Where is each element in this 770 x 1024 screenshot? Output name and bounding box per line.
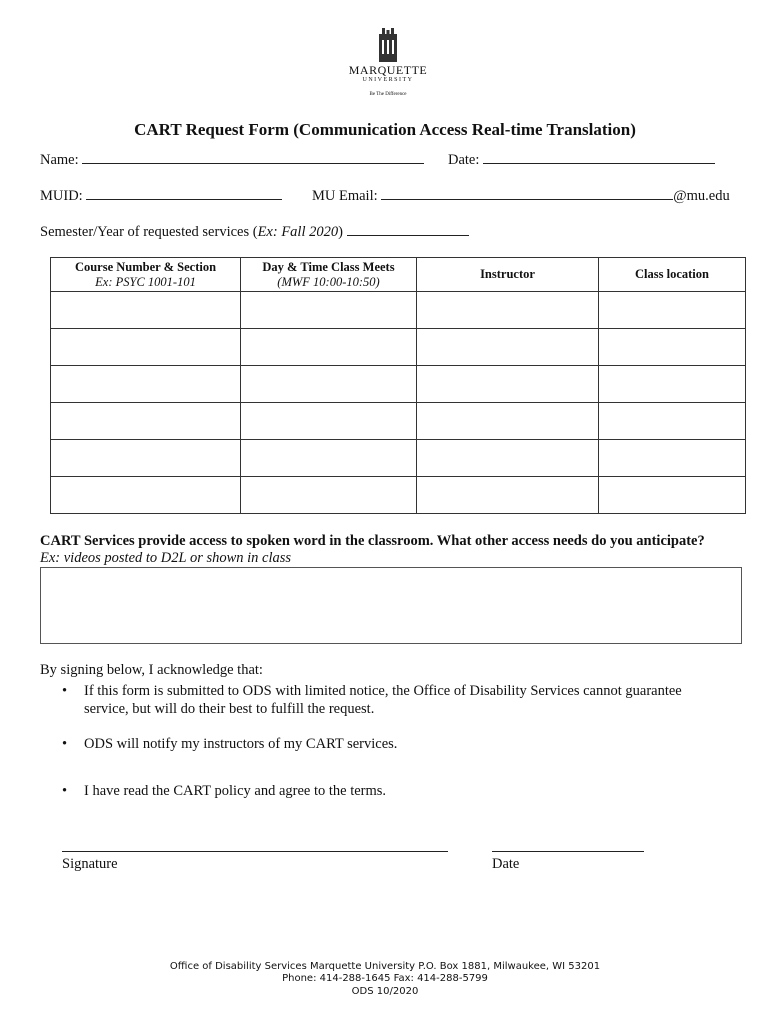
table-cell[interactable] bbox=[599, 292, 746, 329]
name-label: Name: bbox=[40, 152, 79, 168]
header-day-time-example: (MWF 10:00-10:50) bbox=[277, 274, 380, 289]
table-row bbox=[51, 366, 746, 403]
header-location-label: Class location bbox=[635, 267, 709, 281]
muid-row bbox=[40, 187, 282, 205]
table-row bbox=[51, 477, 746, 514]
table-cell[interactable] bbox=[417, 366, 599, 403]
email-field[interactable] bbox=[381, 187, 673, 200]
header-location bbox=[599, 258, 746, 292]
table-cell[interactable] bbox=[417, 403, 599, 440]
table-cell[interactable] bbox=[241, 403, 417, 440]
table-cell[interactable] bbox=[241, 329, 417, 366]
university-tower-icon bbox=[373, 28, 403, 62]
table-cell[interactable] bbox=[51, 292, 241, 329]
signature-date-label: Date bbox=[492, 856, 520, 872]
acknowledgement-intro: By signing below, I acknowledge that: bbox=[40, 662, 263, 678]
table-cell[interactable] bbox=[51, 403, 241, 440]
date-field[interactable] bbox=[483, 151, 715, 164]
course-table bbox=[50, 257, 746, 514]
form-title: CART Request Form (Communication Access Real-time Translation) bbox=[134, 120, 636, 139]
table-row bbox=[51, 440, 746, 477]
question-example: Ex: videos posted to D2L or shown in class bbox=[40, 550, 292, 566]
table-cell[interactable] bbox=[51, 329, 241, 366]
list-item bbox=[62, 782, 722, 800]
table-cell[interactable] bbox=[417, 440, 599, 477]
list-item-text: ODS will notify my instructors of my CART services. bbox=[84, 736, 398, 752]
bullet-icon: • bbox=[62, 736, 68, 752]
table-cell[interactable] bbox=[417, 329, 599, 366]
list-item bbox=[62, 682, 722, 718]
table-cell[interactable] bbox=[51, 440, 241, 477]
signature-date-line[interactable] bbox=[492, 851, 644, 852]
list-item bbox=[62, 735, 722, 753]
date-row bbox=[448, 151, 715, 169]
table-cell[interactable] bbox=[599, 477, 746, 514]
semester-example: Ex: Fall 2020 bbox=[257, 224, 339, 240]
email-suffix: @mu.edu bbox=[673, 188, 730, 204]
header-course bbox=[51, 258, 241, 292]
semester-label: Semester/Year of requested services ( bbox=[40, 224, 258, 240]
semester-row bbox=[40, 223, 469, 241]
logo-subtitle: UNIVERSITY bbox=[362, 77, 414, 83]
table-cell[interactable] bbox=[599, 366, 746, 403]
table-row bbox=[51, 403, 746, 440]
table-cell[interactable] bbox=[417, 477, 599, 514]
logo-tagline: Be The Difference bbox=[369, 92, 407, 97]
table-cell[interactable] bbox=[417, 292, 599, 329]
question-text: CART Services provide access to spoken word in the classroom. What other access needs do you anticipate? bbox=[40, 533, 705, 549]
date-label: Date: bbox=[448, 152, 480, 168]
muid-label: MUID: bbox=[40, 188, 83, 204]
bullet-icon: • bbox=[62, 783, 68, 799]
table-cell[interactable] bbox=[599, 440, 746, 477]
email-label: MU Email: bbox=[312, 188, 378, 204]
table-cell[interactable] bbox=[241, 440, 417, 477]
header-course-label: Course Number & Section bbox=[74, 259, 217, 274]
muid-field[interactable] bbox=[86, 187, 282, 200]
email-row bbox=[312, 187, 730, 205]
table-cell[interactable] bbox=[599, 329, 746, 366]
footer-address: Office of Disability Services Marquette University P.O. Box 1881, Milwaukee, WI 53201 bbox=[169, 961, 601, 972]
table-row bbox=[51, 292, 746, 329]
table-cell[interactable] bbox=[241, 292, 417, 329]
name-row bbox=[40, 151, 424, 169]
footer-version: ODS 10/2020 bbox=[351, 986, 419, 997]
signature-label: Signature bbox=[62, 856, 118, 872]
header-day-time-label: Day & Time Class Meets bbox=[262, 259, 395, 274]
header-instructor-label: Instructor bbox=[480, 267, 535, 281]
table-cell[interactable] bbox=[51, 366, 241, 403]
access-needs-answer-box[interactable] bbox=[40, 567, 742, 644]
signature-line[interactable] bbox=[62, 851, 448, 852]
table-header-row bbox=[51, 258, 746, 292]
table-cell[interactable] bbox=[241, 366, 417, 403]
table-cell[interactable] bbox=[599, 403, 746, 440]
list-item-text: If this form is submitted to ODS with limited notice, the Office of Disability Services cannot guarantee service, but will do their best to fulfill the request. bbox=[84, 683, 682, 717]
semester-close: ) bbox=[338, 224, 343, 240]
footer-phone: Phone: 414-288-1645 Fax: 414-288-5799 bbox=[282, 973, 488, 984]
header-instructor bbox=[417, 258, 599, 292]
list-item-text: I have read the CART policy and agree to the terms. bbox=[84, 783, 387, 799]
logo-name: MARQUETTE bbox=[348, 63, 428, 77]
access-needs-question bbox=[40, 533, 750, 567]
semester-field[interactable] bbox=[347, 223, 469, 236]
name-field[interactable] bbox=[82, 151, 424, 164]
header-day-time bbox=[241, 258, 417, 292]
table-cell[interactable] bbox=[241, 477, 417, 514]
marquette-logo bbox=[342, 28, 434, 104]
table-row bbox=[51, 329, 746, 366]
table-cell[interactable] bbox=[51, 477, 241, 514]
header-course-example: Ex: PSYC 1001-101 bbox=[95, 274, 196, 289]
bullet-icon: • bbox=[62, 683, 68, 699]
